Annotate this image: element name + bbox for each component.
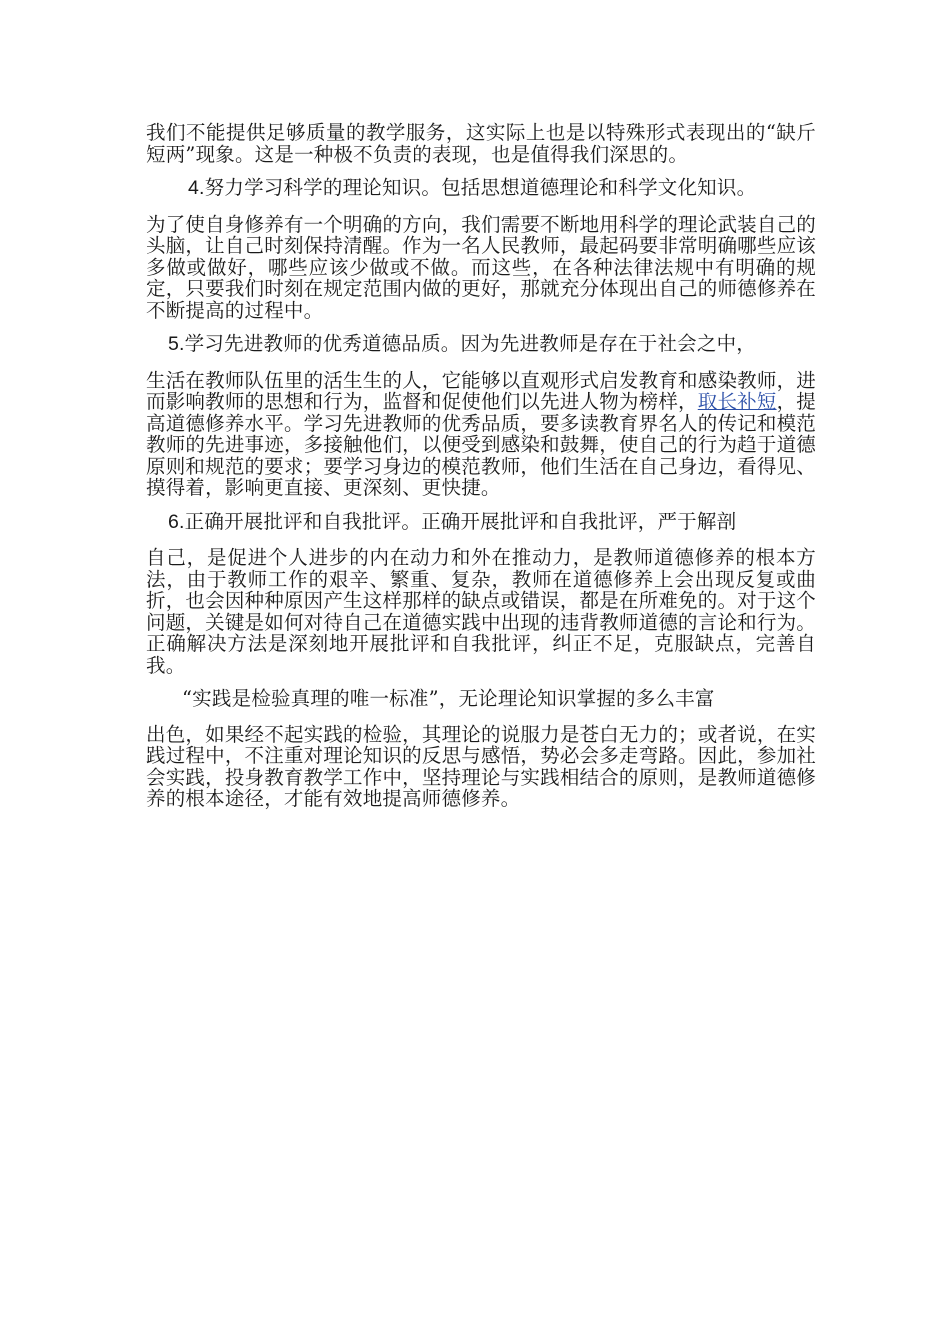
section-title-4: 努力学习科学的理论知识。包括思想道德理论和科学文化知识。	[204, 176, 757, 199]
practice-heading: “实践是检验真理的唯一标准”，无论理论知识掌握的多么丰富	[182, 687, 715, 710]
paragraph-5: 出色，如果经不起实践的检验，其理论的说服力是苍白无力的；或者说，在实践过程中，不注重对理论知识的反思与感悟，势必会多走弯路。因此，参加社会实践，投身教育教学工作中，坚持理论与实践相结合的原则，是教师道德修养的根本途径，才能有效地提高师德修养。	[146, 722, 816, 810]
section-number-4: 4.	[188, 177, 205, 199]
section-title-6: 正确开展批评和自我批评。正确开展批评和自我批评，严于解剖	[184, 509, 737, 533]
paragraph-2: 为了使自身修养有一个明确的方向，我们需要不断地用科学的理论武装自己的头脑，让自己时刻保持清醒。作为一名人民教师，最起码要非常明确哪些应该多做或做好，哪些应该少做或不做。而这些，在各种法律法规中有明确的规定，只要我们时刻在规定范围内做的更好，那就充分体现出自己的师德修养在不断提高的过程中。	[146, 212, 816, 322]
paragraph-3-text-after: ，提高道德修养水平。学习先进教师的优秀品质，要多读教育界名人的传记和模范教师的先进事迹，多接触他们，以便受到感染和鼓舞，使自己的行为趋于道德原则和规范的要求；要学习身边的模范教师，他们生活在自己身边，看得见、摸得着，影响更直接、更深刻、更快捷。	[146, 390, 816, 499]
paragraph-3	[146, 370, 816, 499]
section-heading-5	[146, 333, 816, 356]
section-number-6: 6.	[168, 510, 185, 533]
section-number-5: 5.	[168, 333, 185, 355]
section-heading-6	[146, 511, 816, 534]
section-heading-4	[146, 177, 816, 200]
section-title-5: 学习先进教师的优秀道德品质。因为先进教师是存在于社会之中，	[184, 332, 756, 355]
paragraph-1: 我们不能提供足够质量的教学服务，这实际上也是以特殊形式表现出的“缺斤短两”现象。这是一种极不负责的表现，也是值得我们深思的。	[146, 121, 816, 166]
document-page	[146, 122, 816, 810]
paragraph-4: 自己，是促进个人进步的内在动力和外在推动力，是教师道德修养的根本方法，由于教师工作的艰辛、繁重、复杂，教师在道德修养上会出现反复或曲折，也会因种种原因产生这样那样的缺点或错误，都是在所难免的。对于这个问题，关键是如何对待自己在道德实践中出现的违背教师道德的言论和行为。正确解决方法是深刻地开展批评和自我批评，纠正不足，克服缺点，完善自我。	[146, 546, 816, 677]
idiom-link[interactable]: 取长补短	[697, 390, 777, 413]
paragraph-3-text-before: 生活在教师队伍里的活生生的人，它能够以直观形式启发教育和感染教师，进而影响教师的思想和行为，监督和促使他们以先进人物为榜样，	[146, 368, 816, 413]
